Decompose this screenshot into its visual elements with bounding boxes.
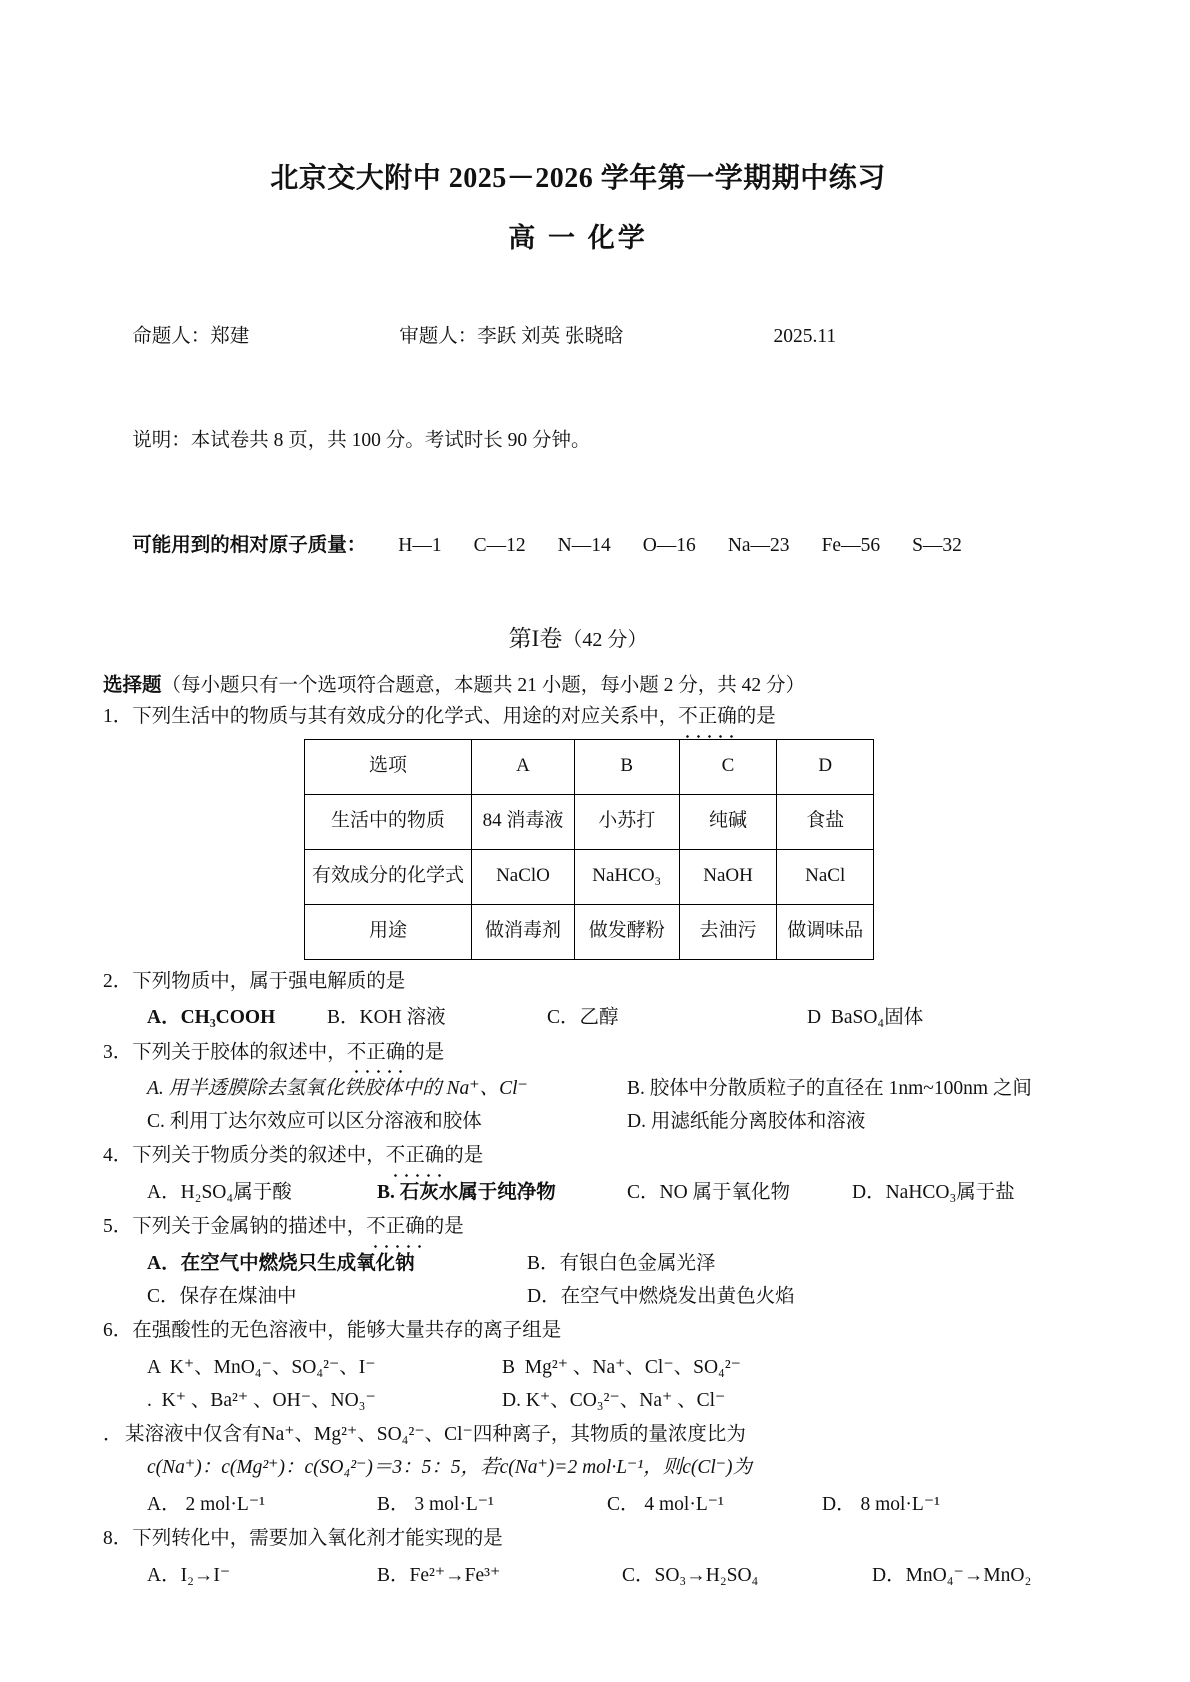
question-1-stem: [103, 701, 1053, 733]
table-cell: NaHCO₃: [574, 849, 679, 904]
question-5-emphasis: 不正确: [366, 1211, 425, 1243]
option-a[interactable]: A．在空气中燃烧只生成氧化钠: [147, 1252, 415, 1274]
option-b[interactable]: B．KOH 溶液: [327, 1007, 446, 1029]
table-row: [305, 739, 874, 794]
question-3-stem-post: 的是: [405, 1041, 445, 1063]
option-a[interactable]: A．CH₃COOH: [147, 1007, 276, 1029]
question-3-stem: [103, 1037, 1053, 1069]
atomic-mass-na: Na—23: [727, 535, 790, 557]
question-4: [103, 1140, 1053, 1209]
question-7-number: ．: [103, 1423, 123, 1445]
table-row: [305, 794, 874, 849]
table-cell: 生活中的物质: [305, 794, 472, 849]
question-2-options: [103, 1001, 1053, 1034]
question-8-stem-pre: 下列转化中，需要加入氧化剂才能实现的是: [132, 1528, 503, 1550]
question-1-number: 1．: [103, 706, 133, 728]
question-8-stem: [103, 1523, 1053, 1555]
instructions-text: 说明：本试卷共 8 页，共 100 分。考试时长 90 分钟。: [132, 429, 591, 451]
exam-date: 2025.11: [773, 325, 837, 347]
option-a[interactable]: A. 用半透膜除去氢氧化铁胶体中的 Na⁺、Cl⁻: [147, 1078, 528, 1100]
atomic-mass-c: C—12: [473, 535, 526, 557]
option-a[interactable]: A． 2 mol·L⁻¹: [147, 1494, 265, 1516]
question-5: [103, 1211, 1053, 1313]
question-3-number: 3．: [103, 1041, 133, 1063]
question-7-stem-pre: 某溶液中仅含有Na⁺、Mg²⁺、SO₄²⁻、Cl⁻四种离子，其物质的量浓度比为: [125, 1423, 746, 1445]
question-6-stem-pre: 在强酸性的无色溶液中，能够大量共存的离子组是: [132, 1320, 562, 1342]
option-a[interactable]: A K⁺、MnO₄⁻、SO₄²⁻、I⁻: [147, 1356, 376, 1378]
question-4-stem-post: 的是: [444, 1145, 484, 1167]
table-cell: 用途: [305, 904, 472, 959]
table-row: [305, 849, 874, 904]
question-8-number: 8．: [103, 1528, 133, 1550]
multiple-choice-heading: [103, 669, 1053, 697]
page-title: 北京交大附中 2025－2026 学年第一学期期中练习: [270, 163, 886, 194]
option-d[interactable]: D．NaHCO₃属于盐: [852, 1182, 1015, 1204]
atomic-mass-s: S—32: [912, 535, 962, 557]
option-b[interactable]: B. 胶体中分散质粒子的直径在 1nm~100nm 之间: [627, 1078, 1032, 1100]
question-5-options: [103, 1247, 1053, 1313]
atomic-masses-label: 可能用到的相对原子质量：: [132, 535, 367, 557]
atomic-mass-fe: Fe—56: [821, 535, 881, 557]
table-cell: NaCl: [777, 849, 874, 904]
question-2-number: 2．: [103, 970, 133, 992]
question-4-stem-pre: 下列关于物质分类的叙述中，: [132, 1145, 386, 1167]
option-b[interactable]: B Mg²⁺ 、Na⁺、Cl⁻、SO₄²⁻: [502, 1356, 741, 1378]
table-cell: 选项: [305, 739, 472, 794]
question-1-stem-post: 的是: [736, 706, 776, 728]
paper-label: 第I卷: [508, 626, 563, 652]
option-b[interactable]: B．有银白色金属光泽: [527, 1252, 716, 1274]
atomic-mass-n: N—14: [557, 535, 611, 557]
author-label: 命题人：郑建: [132, 325, 250, 347]
question-1: [103, 701, 1053, 960]
option-b[interactable]: B． 3 mol·L⁻¹: [377, 1494, 494, 1516]
atomic-mass-o: O—16: [642, 535, 696, 557]
option-d[interactable]: D BaSO₄固体: [807, 1007, 924, 1029]
question-6-options: [103, 1351, 1053, 1417]
question-5-number: 5．: [103, 1216, 133, 1238]
table-cell: 小苏打: [574, 794, 679, 849]
option-c[interactable]: C．SO₃→H₂SO₄: [622, 1564, 759, 1586]
question-1-emphasis: 不正确: [678, 701, 737, 733]
question-5-stem-post: 的是: [424, 1216, 464, 1238]
table-cell: A: [472, 739, 575, 794]
table-cell: 有效成分的化学式: [305, 849, 472, 904]
reviewer-label: 审题人：李跃 刘英 张晓晗: [399, 325, 624, 347]
option-d[interactable]: D. 用滤纸能分离胶体和溶液: [627, 1111, 866, 1133]
question-4-stem: [103, 1140, 1053, 1172]
table-cell: 食盐: [777, 794, 874, 849]
atomic-masses-row: [103, 493, 1053, 598]
table-row: [305, 904, 874, 959]
paper-points: （42 分）: [562, 629, 648, 652]
question-2: [103, 966, 1053, 1035]
question-5-stem-pre: 下列关于金属钠的描述中，: [132, 1216, 367, 1238]
question-5-stem: [103, 1211, 1053, 1243]
table-cell: 去油污: [679, 904, 777, 959]
option-c[interactable]: . K⁺ 、Ba²⁺ 、OH⁻、NO₃⁻: [147, 1389, 376, 1411]
table-cell: C: [679, 739, 777, 794]
section-heading: [103, 620, 1053, 653]
option-a[interactable]: A．I₂→I⁻: [147, 1564, 231, 1586]
question-2-stem-pre: 下列物质中，属于强电解质的是: [132, 970, 406, 992]
question-3-options: [103, 1072, 1053, 1138]
page-content: [103, 160, 1053, 1594]
option-c[interactable]: C．NO 属于氧化物: [627, 1182, 791, 1204]
option-c[interactable]: C．保存在煤油中: [147, 1285, 297, 1307]
table-cell: 纯碱: [679, 794, 777, 849]
meta-instructions-row: [103, 389, 1053, 493]
question-2-stem: [103, 966, 1053, 998]
option-c[interactable]: C．乙醇: [547, 1007, 619, 1029]
table-cell: D: [777, 739, 874, 794]
option-b[interactable]: B. 石灰水属于纯净物: [377, 1182, 556, 1204]
question-4-options: [103, 1176, 1053, 1209]
question-6-stem: [103, 1315, 1053, 1347]
table-cell: 做消毒剂: [472, 904, 575, 959]
option-c[interactable]: C． 4 mol·L⁻¹: [607, 1494, 724, 1516]
question-6-number: 6．: [103, 1320, 133, 1342]
question-4-emphasis: 不正确: [386, 1140, 445, 1172]
question-3-stem-pre: 下列关于胶体的叙述中，: [132, 1041, 347, 1063]
question-7: [103, 1419, 1053, 1521]
table-cell: 做调味品: [777, 904, 874, 959]
table-cell: B: [574, 739, 679, 794]
mc-description: （每小题只有一个选项符合题意，本题共 21 小题，每小题 2 分，共 42 分）: [161, 675, 806, 697]
table-cell: NaOH: [679, 849, 777, 904]
table-cell: NaClO: [472, 849, 575, 904]
option-d[interactable]: D．在空气中燃烧发出黄色火焰: [527, 1285, 795, 1307]
page-subtitle: 高 一 化学: [508, 222, 648, 253]
option-b[interactable]: B．Fe²⁺→Fe³⁺: [377, 1564, 501, 1586]
option-d[interactable]: D． 8 mol·L⁻¹: [822, 1494, 940, 1516]
question-8-options: [103, 1559, 1053, 1592]
question-1-table-wrap: [103, 739, 1053, 960]
table-cell: 做发酵粉: [574, 904, 679, 959]
question-6: [103, 1315, 1053, 1417]
question-8: [103, 1523, 1053, 1592]
substances-table: [304, 739, 874, 960]
option-c[interactable]: C. 利用丁达尔效应可以区分溶液和胶体: [147, 1111, 482, 1133]
question-7-stem: [103, 1419, 1053, 1451]
question-3: [103, 1037, 1053, 1139]
question-1-stem-pre: 下列生活中的物质与其有效成分的化学式、用途的对应关系中，: [132, 706, 679, 728]
question-3-emphasis: 不正确: [347, 1037, 406, 1069]
mc-title: 选择题: [103, 675, 162, 697]
option-d[interactable]: D. K⁺、CO₃²⁻、Na⁺ 、Cl⁻: [502, 1389, 726, 1411]
question-7-stem-line2: c(Na⁺)：c(Mg²⁺)：c(SO₄²⁻)＝3：5：5，若c(Na⁺)=2 mol·L⁻¹，则c(Cl⁻)为: [147, 1457, 753, 1479]
option-a[interactable]: A．H₂SO₄属于酸: [147, 1182, 292, 1204]
question-4-number: 4．: [103, 1145, 133, 1167]
atomic-mass-h: H—1: [398, 535, 442, 557]
option-d[interactable]: D．MnO₄⁻→MnO₂: [872, 1564, 1032, 1586]
question-7-options: [103, 1488, 1053, 1521]
meta-authors-row: [103, 285, 1053, 389]
table-cell: 84 消毒液: [472, 794, 575, 849]
